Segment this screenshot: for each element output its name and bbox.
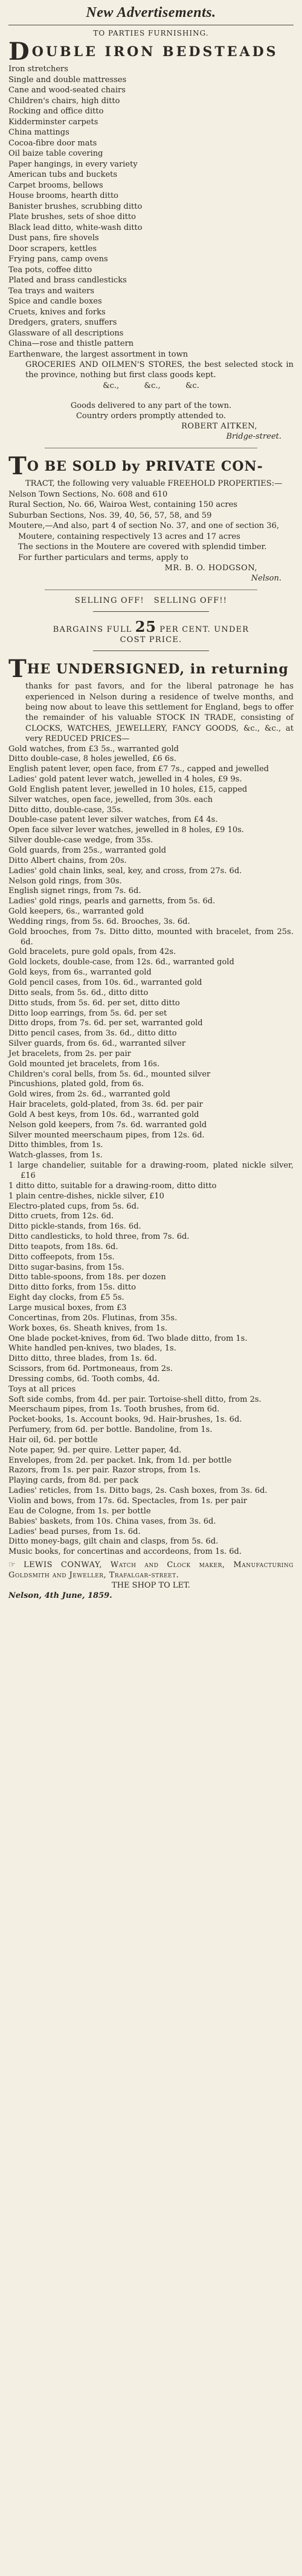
list-item: Toys at all prices [8, 1384, 76, 1394]
list-item: Note paper, 9d. per quire. Letter paper, 4d. [8, 1445, 182, 1455]
list-item: Ditto teapots, from 18s. 6d. [8, 1242, 118, 1251]
list-item: Double-case patent lever silver watches, from £4 4s. [8, 815, 218, 825]
list-item: Ditto ditto, double-case, 35s. [8, 805, 124, 815]
advert-lewis-conway [8, 596, 294, 1601]
delivery-line: Goods delivered to any part of the town. [70, 401, 232, 411]
list-item: Tea pots, coffee ditto [8, 265, 92, 275]
advert-robert-aitken [8, 29, 294, 442]
list-item: Babies' baskets, from 10s. China vases, from 3s. 6d. [8, 1516, 216, 1526]
list-item: Ditto table-spoons, from 18s. per dozen [8, 1273, 166, 1282]
list-item: Ditto coffeepots, from 15s. [8, 1252, 115, 1262]
list-item: Tea trays and waiters [8, 286, 94, 296]
list-item: Paper hangings, in every variety [8, 159, 138, 169]
list-item: Dredgers, graters, snuffers [8, 318, 117, 327]
pointing-hand-icon: ☞ [8, 1560, 16, 1570]
list-item: Black lead ditto, white-wash ditto [8, 223, 143, 232]
list-item: Gold A best keys, from 10s. 6d., warranted gold [8, 1110, 199, 1119]
advert-heading [8, 655, 294, 684]
separator-rule [93, 611, 209, 612]
advertiser-address: Bridge-street. [226, 432, 281, 442]
list-item: Cane and wood-seated chairs [8, 86, 126, 95]
list-item: Children's chairs, high ditto [8, 96, 120, 106]
spacer [8, 391, 294, 401]
list-item: Pincushions, plated gold, from 6s. [8, 1080, 144, 1089]
list-item: Iron stretchers [8, 65, 68, 74]
list-item: Open face silver lever watches, jewelled in 8 holes, £9 10s. [8, 825, 244, 835]
list-item: China mattings [8, 128, 69, 137]
shop-to-let: THE SHOP TO LET. [112, 1581, 190, 1591]
list-item: Dust pans, fire shovels [8, 234, 99, 243]
apply-line: For further particulars and terms, apply to [18, 553, 188, 562]
list-item: Large musical boxes, from £3 [8, 1303, 127, 1312]
list-item: House brooms, hearth ditto [8, 191, 118, 200]
list-item: Gold wires, from 2s. 6d., warranted gold [8, 1090, 170, 1099]
property-intro: TRACT, the following very valuable FREEHOLD PROPERTIES:— [25, 479, 283, 489]
signature-text: LEWIS CONWAY, Watch and Clock maker, Manufacturing Goldsmith and Jeweller, Trafalgar-street. [8, 1560, 294, 1580]
list-item: Dressing combs, 6d. Tooth combs, 4d. [8, 1374, 160, 1384]
list-item: Eight day clocks, from £5 5s. [8, 1293, 124, 1303]
list-item: Frying pans, camp ovens [8, 255, 108, 264]
list-item: Hair oil, 6d. per bottle [8, 1435, 98, 1445]
list-item: Ditto Albert chains, from 20s. [8, 856, 127, 865]
agent-name: MR. B. O. HODGSON, [164, 564, 257, 573]
bargains-post: PER CENT. UNDER [159, 625, 249, 635]
list-item: Rocking and office ditto [8, 107, 104, 116]
list-item: English signet rings, from 7s. 6d. [8, 886, 141, 896]
list-item: Gold keepers, 6s., warranted gold [8, 907, 144, 917]
list-item: Pocket-books, 1s. Account books, 9d. Hair-brushes, 1s. 6d. [8, 1415, 242, 1425]
list-item: Ladies' gold chain links, seal, key, and cross, from 27s. 6d. [8, 866, 242, 876]
list-item: Soft side combs, from 4d. per pair. Tortoise-shell ditto, from 2s. [8, 1395, 262, 1404]
dateline: Nelson, 4th June, 1859. [8, 1591, 112, 1601]
bargains-pre: BARGAINS FULL [53, 625, 132, 635]
list-item: White handled pen-knives, two blades, 1s. [8, 1344, 176, 1353]
list-item: Door scrapers, kettles [8, 244, 97, 253]
list-item: Jet bracelets, from 2s. per pair [8, 1049, 131, 1058]
list-item: Ditto seals, from 5s. 6d., ditto ditto [8, 988, 149, 997]
bargains-percent: 25 [135, 618, 157, 636]
list-item: Kidderminster carpets [8, 117, 98, 127]
list-item: Concertinas, from 20s. Flutinas, from 35s. [8, 1313, 178, 1323]
list-item: Children's coral bells, from 5s. 6d., mounted silver [8, 1069, 211, 1079]
list-item: Rural Section, No. 66, Wairoa West, containing 150 acres [8, 500, 237, 510]
list-item: Single and double mattresses [8, 75, 127, 84]
list-item: Ditto cruets, from 12s. 6d. [8, 1212, 114, 1221]
agent-address: Nelson. [251, 574, 281, 584]
list-item: Suburban Sections, Nos. 39, 40, 56, 57, 58, and 59 [8, 510, 212, 520]
list-item: Eau de Cologne, from 1s. per bottle [8, 1506, 151, 1516]
list-item: Ditto ditto forks, from 15s. ditto [8, 1283, 137, 1293]
list-item: Nelson Town Sections, No. 608 and 610 [8, 489, 168, 499]
drop-cap: T [8, 655, 27, 684]
list-item: Gold pencil cases, from 10s. 6d., warranted gold [8, 978, 202, 987]
list-item: Perfumery, from 6d. per bottle. Bandoline, from 1s. [8, 1425, 213, 1435]
list-item: Silver guards, from 6s. 6d., warranted silver [8, 1039, 186, 1049]
list-item: Ditto money-bags, gilt chain and clasps, from 5s. 6d. [8, 1537, 219, 1547]
list-item: Meerschaum pipes, from 1s. Tooth brushes, from 6d. [8, 1405, 220, 1414]
list-item: Gold mounted jet bracelets, from 16s. [8, 1059, 160, 1069]
drop-cap: D [8, 37, 32, 66]
list-item: Ladies' reticles, from 1s. Ditto bags, 2s. Cash boxes, from 3s. 6d. [8, 1486, 268, 1496]
list-item: 1 large chandelier, suitable for a drawing-room, plated nickle silver, £16 [8, 1161, 294, 1181]
groceries-paragraph: GROCERIES AND OILMEN'S STORES, the best selected stock in the province, nothing but first class goods kept. [25, 360, 294, 380]
heading-text: O BE SOLD by PRIVATE CON- [27, 459, 263, 475]
etc-line: &c., &c., &c. [103, 381, 199, 390]
drop-cap: T [8, 452, 27, 481]
list-item: Nelson gold rings, from 30s. [8, 876, 122, 886]
separator-rule [93, 650, 209, 651]
list-item: China—rose and thistle pattern [8, 339, 134, 348]
advert-heading-small: TO PARTIES FURNISHING. [93, 29, 209, 37]
list-item: Silver mounted meerschaum pipes, from 12s. 6d. [8, 1130, 205, 1140]
list-item: Ditto loop earrings, from 5s. 6d. per set [8, 1008, 167, 1018]
list-item: Ditto thimbles, from 1s. [8, 1140, 103, 1150]
list-item: Gold guards, from 25s., warranted gold [8, 846, 167, 856]
list-item: Envelopes, from 2d. per packet. Ink, from 1d. per bottle [8, 1455, 232, 1465]
property-list [8, 489, 294, 542]
list-item: Work boxes, 6s. Sheath knives, from 1s. [8, 1323, 168, 1333]
list-item: Cocoa-fibre door mats [8, 138, 97, 148]
bargains-line [8, 618, 294, 635]
list-item: Scissors, from 6d. Portmoneaus, from 2s. [8, 1364, 173, 1374]
list-item: Violin and bows, from 17s. 6d. Spectacles, from 1s. per pair [8, 1496, 247, 1506]
list-item: Oil baize table covering [8, 149, 103, 158]
price-list [8, 745, 294, 1558]
goods-list [8, 64, 294, 360]
list-item: Ditto candlesticks, to hold three, from 7s. 6d. [8, 1232, 190, 1242]
list-item: Plate brushes, sets of shoe ditto [8, 212, 136, 221]
list-item: Ditto ditto, three blades, from 1s. 6d. [8, 1354, 157, 1364]
list-item: Music books, for concertinas and accordeons, from 1s. 6d. [8, 1547, 242, 1557]
list-item: Electro-plated cups, from 5s. 6d. [8, 1201, 140, 1211]
list-item: Ladies' gold rings, pearls and garnetts, from 5s. 6d. [8, 897, 216, 906]
country-orders-line: Country orders promptly attended to. [76, 412, 226, 421]
heading-text: HE UNDERSIGNED, in returning [27, 661, 289, 678]
list-item: Silver watches, open face, jewelled, from 30s. each [8, 795, 213, 804]
advert-heading [8, 37, 294, 66]
list-item: Gold bracelets, pure gold opals, from 42s. [8, 947, 176, 957]
cost-price-line: COST PRICE. [120, 635, 182, 645]
advert-property-sale [8, 454, 294, 584]
list-item: One blade pocket-knives, from 6d. Two blade ditto, from 1s. [8, 1334, 248, 1343]
list-item: Cruets, knives and forks [8, 307, 106, 317]
advertiser-name: ROBERT AITKEN, [181, 422, 257, 431]
list-item: 1 plain centre-dishes, nickle silver, £10 [8, 1191, 164, 1201]
timber-note: The sections in the Moutere are covered with splendid timber. [18, 542, 267, 552]
list-item: Ladies' bead purses, from 1s. 6d. [8, 1527, 141, 1536]
list-item: American tubs and buckets [8, 170, 118, 179]
list-item: Moutere,—And also, part 4 of section No. 37, and one of section 36, Moutere, containing respectively 13 acres and 17 acres [8, 521, 279, 541]
list-item: Gold English patent lever, jewelled in 10 holes, £15, capped [8, 784, 248, 794]
list-item: Plated and brass candlesticks [8, 276, 127, 285]
list-item: Nelson gold keepers, from 7s. 6d. warranted gold [8, 1120, 207, 1130]
list-item: Banister brushes, scrubbing ditto [8, 202, 143, 211]
list-item: Ditto pickle-stands, from 16s. 6d. [8, 1222, 141, 1232]
masthead: New Advertisements. [86, 5, 216, 21]
list-item: Wedding rings, from 5s. 6d. Brooches, 3s. 6d. [8, 917, 190, 926]
list-item: Ditto pencil cases, from 3s. 6d., ditto ditto [8, 1029, 177, 1038]
list-item: Razors, from 1s. per pair. Razor strops, from 1s. [8, 1466, 201, 1475]
list-item: Gold keys, from 6s., warranted gold [8, 968, 152, 978]
list-item: Carpet brooms, bellows [8, 180, 103, 190]
conway-signature [8, 1560, 294, 1580]
list-item: Gold brooches, from 7s. Ditto ditto, mounted with bracelet, from 25s. 6d. [8, 927, 294, 947]
list-item: Gold watches, from £3 5s., warranted gold [8, 744, 179, 754]
list-item: Ditto sugar-basins, from 15s. [8, 1262, 124, 1272]
list-item: Ladies' gold patent lever watch, jewelled in 4 holes, £9 9s. [8, 775, 242, 784]
list-item: Ditto drops, from 7s. 6d. per set, warranted gold [8, 1019, 203, 1028]
list-item: Gold lockets, double-case, from 12s. 6d., warranted gold [8, 958, 234, 967]
list-item: English patent lever, open face, from £7 7s., capped and jewelled [8, 765, 269, 774]
list-item: 1 ditto ditto, suitable for a drawing-room, ditto ditto [8, 1181, 217, 1191]
list-item: Watch-glasses, from 1s. [8, 1151, 103, 1160]
heading-text: OUBLE IRON BEDSTEADS [31, 44, 278, 60]
list-item: Ditto double-case, 8 holes jewelled, £6 6s. [8, 754, 176, 764]
list-item: Hair bracelets, gold-plated, from 3s. 6d. per pair [8, 1100, 203, 1110]
advert-heading [8, 454, 294, 479]
list-item: Spice and candle boxes [8, 297, 102, 306]
list-item: Earthenware, the largest assortment in town [8, 349, 188, 359]
undersigned-paragraph: thanks for past favors, and for the liberal patronage he has experienced in Nelson during a residence of twelve months, and being now about to leave this settlement for England, begs to offer the remainder of his valuable STOCK IN TRADE, consisting of CLOCKS, WATCHES, JEWELLERY, FANCY GOODS, &c., &c., at very REDUCED PRICES— [25, 682, 294, 744]
list-item: Ditto studs, from 5s. 6d. per set, ditto ditto [8, 998, 180, 1008]
list-item: Silver double-case wedge, from 35s. [8, 836, 153, 845]
list-item: Playing cards, from 8d. per pack [8, 1476, 139, 1486]
selling-off-line: SELLING OFF! SELLING OFF!! [74, 596, 228, 606]
list-item: Glassware of all descriptions [8, 328, 124, 338]
